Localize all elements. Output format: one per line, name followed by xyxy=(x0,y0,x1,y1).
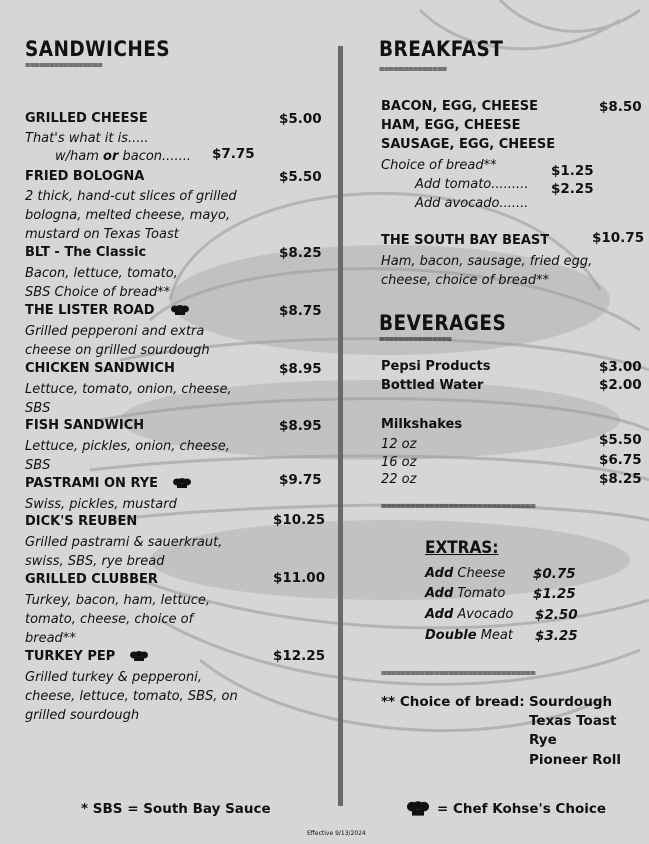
breakfast-combo-price: $8.50 xyxy=(599,99,642,115)
extras-title: EXTRAS: xyxy=(425,538,499,558)
menu-item-description: Lettuce, tomato, onion, cheese, SBS xyxy=(25,382,232,416)
chef-choice-note: = Chef Kohse's Choice xyxy=(437,801,607,817)
milkshake-size: 12 oz xyxy=(381,437,417,452)
menu-item-name: DICK'S REUBEN xyxy=(25,514,138,529)
extra-price: $0.75 xyxy=(533,566,576,582)
extra-item: Double Meat xyxy=(425,628,513,643)
menu-item-name: FRIED BOLOGNA xyxy=(25,169,145,184)
menu-item-name: THE LISTER ROAD xyxy=(25,303,155,318)
breakfast-combo-line: BACON, EGG, CHEESE xyxy=(381,99,539,114)
beverage-price: $3.00 xyxy=(599,359,642,375)
menu-item-description: Turkey, bacon, ham, lettuce, tomato, cheese, choice of bread** xyxy=(25,593,210,646)
bread-option: Sourdough xyxy=(529,694,613,710)
menu-item-description: Grilled turkey & pepperoni, cheese, lettuce, tomato, SBS, on grilled sourdough xyxy=(25,670,238,723)
bread-option: Texas Toast xyxy=(529,713,617,729)
beast-name: THE SOUTH BAY BEAST xyxy=(381,233,550,248)
chef-hat-icon xyxy=(129,651,149,662)
menu-item-price: $5.00 xyxy=(279,111,322,127)
extra-item: Add Cheese xyxy=(425,566,506,581)
extras-separator: ================================ xyxy=(381,669,536,679)
bread-option: Rye xyxy=(529,732,557,748)
menu-item-price: $8.95 xyxy=(279,418,322,434)
menu-item-description: 2 thick, hand-cut slices of grilled bologna, melted cheese, mayo, mustard on Texas Toast xyxy=(25,189,237,242)
sandwiches-title: SANDWICHES xyxy=(25,37,171,61)
menu-item-description: Bacon, lettuce, tomato, SBS Choice of bread** xyxy=(25,266,178,300)
menu-item-name: TURKEY PEP xyxy=(25,649,116,664)
milkshake-price: $8.25 xyxy=(599,471,642,487)
breakfast-combo-line: SAUSAGE, EGG, CHEESE xyxy=(381,137,556,152)
menu-item-price: $8.95 xyxy=(279,361,322,377)
menu-item-description: Grilled pepperoni and extra cheese on grilled sourdough xyxy=(25,324,210,358)
chef-hat-icon xyxy=(406,801,430,817)
beverages-title-underline: =============== xyxy=(379,335,452,345)
menu-item-name: FISH SANDWICH xyxy=(25,418,145,433)
breakfast-title-underline: ============== xyxy=(379,65,447,75)
milkshake-price: $6.75 xyxy=(599,452,642,468)
extra-item: Add Tomato xyxy=(425,586,506,601)
milkshake-size: 16 oz xyxy=(381,455,417,470)
beast-price: $10.75 xyxy=(592,230,645,246)
extra-price: $3.25 xyxy=(535,628,578,644)
extra-price: $2.50 xyxy=(535,607,578,623)
beverages-separator: ================================ xyxy=(381,502,536,512)
bread-option: Pioneer Roll xyxy=(529,752,622,768)
menu-item-name: BLT - The Classic xyxy=(25,245,147,260)
beast-description: Ham, bacon, sausage, fried egg, cheese, choice of bread** xyxy=(381,254,593,288)
beverage-name: Bottled Water xyxy=(381,378,484,393)
chef-hat-icon xyxy=(172,478,192,489)
bread-choice-label: ** Choice of bread: xyxy=(381,694,525,710)
sbs-note: * SBS = South Bay Sauce xyxy=(81,801,271,817)
milkshake-size: 22 oz xyxy=(381,472,417,487)
menu-item-name: GRILLED CLUBBER xyxy=(25,572,158,587)
breakfast-add-avocado: Add avocado....... xyxy=(415,196,529,211)
beverage-price: $2.00 xyxy=(599,377,642,393)
chef-hat-icon xyxy=(170,305,190,316)
menu-item-price: $10.25 xyxy=(273,512,326,528)
column-divider xyxy=(338,46,343,806)
menu-item-name: CHICKEN SANDWICH xyxy=(25,361,175,376)
milkshakes-label: Milkshakes xyxy=(381,417,463,432)
menu-item-price: $5.50 xyxy=(279,169,322,185)
beverage-name: Pepsi Products xyxy=(381,359,491,374)
menu-item-price: $9.75 xyxy=(279,472,322,488)
ham-bacon-option: w/ham or bacon....... xyxy=(55,149,191,164)
ham-bacon-price: $7.75 xyxy=(212,146,255,162)
sandwiches-title-underline: ================ xyxy=(25,61,103,71)
menu-item-description: That's what it is..... xyxy=(25,131,149,146)
breakfast-choice-price: $1.25 xyxy=(551,163,594,179)
breakfast-choice-of-bread: Choice of bread** xyxy=(381,158,497,173)
menu-item-price: $8.25 xyxy=(279,245,322,261)
beverages-title: BEVERAGES xyxy=(379,311,507,335)
menu-item-description: Lettuce, pickles, onion, cheese, SBS xyxy=(25,439,230,473)
menu-item-price: $12.25 xyxy=(273,648,326,664)
extra-price: $1.25 xyxy=(533,586,576,602)
milkshake-price: $5.50 xyxy=(599,432,642,448)
menu-item-description: Swiss, pickles, mustard xyxy=(25,497,177,512)
extra-item: Add Avocado xyxy=(425,607,514,622)
effective-date: Effective 9/13/2024 xyxy=(307,830,366,837)
menu-item-price: $8.75 xyxy=(279,303,322,319)
breakfast-add-tomato: Add tomato......... xyxy=(415,177,529,192)
breakfast-add-tomato-price: $2.25 xyxy=(551,181,594,197)
menu-item-description: Grilled pastrami & sauerkraut, swiss, SBS, rye bread xyxy=(25,535,223,569)
breakfast-combo-line: HAM, EGG, CHEESE xyxy=(381,118,521,133)
menu-item-price: $11.00 xyxy=(273,570,326,586)
menu-item-name: PASTRAMI ON RYE xyxy=(25,476,159,491)
menu-item-name: GRILLED CHEESE xyxy=(25,111,148,126)
breakfast-title: BREAKFAST xyxy=(379,37,504,61)
